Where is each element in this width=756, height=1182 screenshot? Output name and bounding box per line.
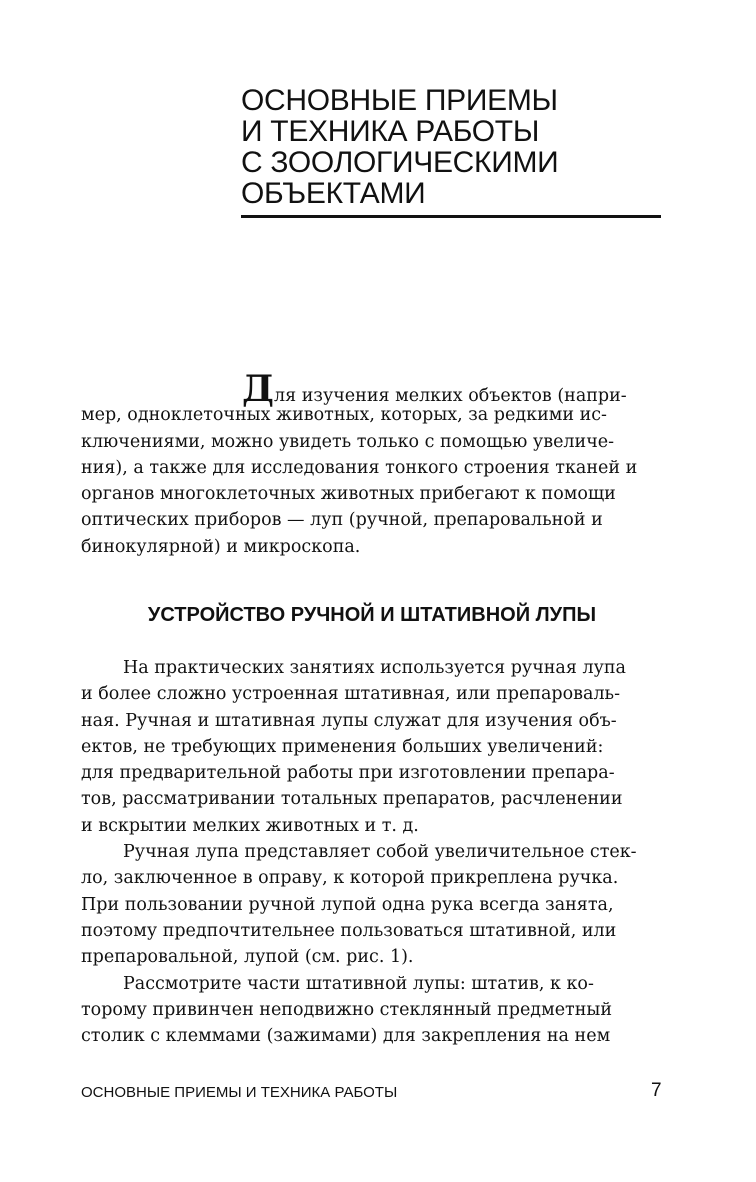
text-line: Рассмотрите части штативной лупы: штатив, к ко-	[123, 973, 594, 994]
text-line: и более сложно устроенная штативная, или препароваль-	[81, 684, 620, 705]
text-line: мер, одноклеточных животных, которых, за редкими ис-	[81, 405, 607, 426]
title-rule	[241, 215, 661, 218]
text-line: для предварительной работы при изготовлении препара-	[81, 763, 615, 784]
text-line: Ручная лупа представляет собой увеличительное стек-	[123, 842, 637, 863]
text-line: При пользовании ручной лупой одна рука всегда занята,	[81, 894, 614, 915]
text-line: ектов, не требующих применения больших увеличений:	[81, 736, 604, 757]
running-footer: ОСНОВНЫЕ ПРИЕМЫ И ТЕХНИКА РАБОТЫ	[81, 1084, 398, 1101]
text-line: оптических приборов — луп (ручной, препаровальной и	[81, 510, 603, 531]
chapter-title-line: ОСНОВНЫЕ ПРИЕМЫ	[241, 84, 558, 117]
text-line: и вскрытии мелких животных и т. д.	[81, 815, 419, 836]
text-line: тов, рассматривании тотальных препаратов, расчленении	[81, 789, 623, 810]
chapter-title-line: ОБЪЕКТАМИ	[241, 177, 426, 210]
section-heading: УСТРОЙСТВО РУЧНОЙ И ШТАТИВНОЙ ЛУПЫ	[147, 604, 597, 626]
chapter-title-line: С ЗООЛОГИЧЕСКИМИ	[241, 146, 559, 179]
text-line: ния), а также для исследования тонкого строения тканей и	[81, 457, 638, 478]
text-line: На практических занятиях используется ручная лупа	[123, 658, 626, 678]
text-line: ключениями, можно увидеть только с помощью увеличе-	[81, 431, 615, 452]
text-line: ная. Ручная и штативная лупы служат для изучения объ-	[81, 710, 617, 731]
chapter-title-line: И ТЕХНИКА РАБОТЫ	[241, 115, 540, 148]
text-line: поэтому предпочтительнее пользоваться штативной, или	[81, 920, 617, 941]
text-line: препаровальной, лупой (см. рис. 1).	[81, 947, 414, 968]
drop-cap: Д	[242, 368, 275, 410]
chapter-title	[241, 85, 661, 209]
intro-first-line	[81, 368, 662, 410]
page-number: 7	[651, 1080, 662, 1101]
intro-first-line-text: ля изучения мелких объектов (напри-	[274, 386, 627, 406]
section-body	[81, 655, 662, 1049]
text-line: органов многоклеточных животных прибегают к помощи	[81, 484, 616, 505]
intro-paragraph	[81, 368, 662, 560]
text-line: торому привинчен неподвижно стеклянный предметный	[81, 999, 612, 1020]
text-line: столик с клеммами (зажимами) для закрепления на нем	[81, 1026, 611, 1047]
text-line: ло, заключенное в оправу, к которой прикреплена ручка.	[81, 868, 619, 889]
text-line: бинокулярной) и микроскопа.	[81, 536, 361, 557]
